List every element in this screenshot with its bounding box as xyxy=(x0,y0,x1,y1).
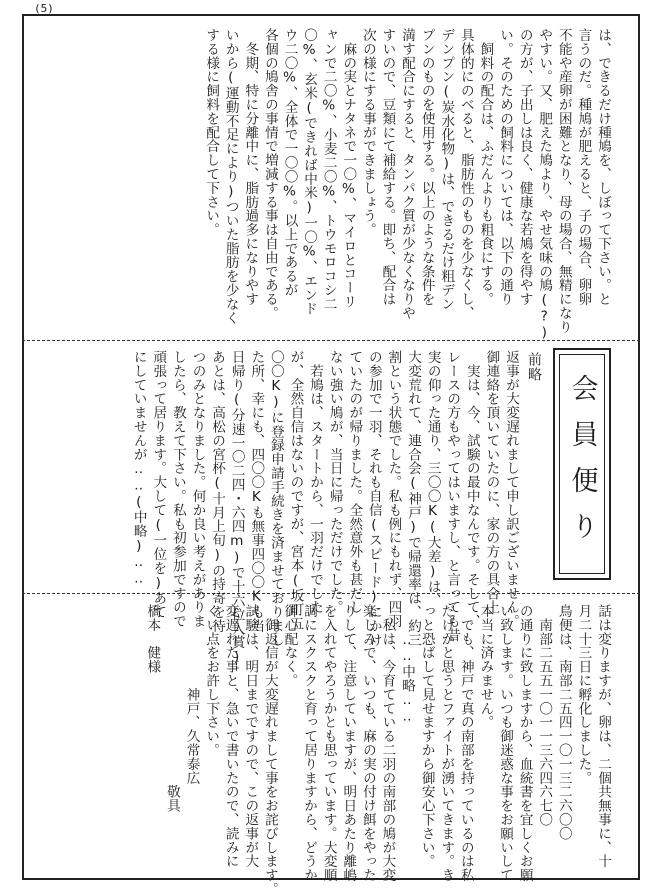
text-line: 御心配なく。 xyxy=(281,604,298,688)
text-line: を入れてやろうかとも思っています。大変順 xyxy=(320,604,337,882)
text-line: い致します。いつも御迷惑な事をお願いして xyxy=(497,604,514,882)
text-line: 冬期、特に分離中に、脂肪過多になりやす xyxy=(242,28,259,306)
text-line: 調にスクスクと育って居りますから、どうか xyxy=(301,604,318,882)
member-news-title-box xyxy=(553,348,611,580)
text-line: 言うのだ。種鳩が肥えると、子の場合、卵卵 xyxy=(575,28,592,306)
text-line: いから(運動不足により)ついた脂肪を少なく xyxy=(222,28,239,325)
letter-greeting: 前略 xyxy=(526,352,542,382)
text-line: 南部二五五一〇一一三六四六七〇 xyxy=(536,604,553,827)
text-line: する様に飼料を配合して下さい。 xyxy=(203,28,220,237)
text-line: すいので、豆類にて補給する。即ち、配合は xyxy=(379,28,396,306)
letter-continuation-text xyxy=(142,604,612,896)
text-line: 御連絡を頂いていたのに、家の方の具合上 xyxy=(483,350,500,615)
text-line: やすい。又、肥えた鳩より、やせ気味の鳩(?) xyxy=(536,28,553,341)
text-line: 話は変りますが、卵は、二個共無事に、十 xyxy=(595,604,611,869)
text-line: た所、幸にも、四〇〇Kも無事四〇〇Kも当 xyxy=(248,350,265,633)
text-line: 若鳩は、スタートから、一羽だけでした xyxy=(307,350,324,615)
text-line: 次の様にする事ができましょう。 xyxy=(359,28,376,237)
text-line: 頑張って居ります。大して(一位を)あて xyxy=(150,350,167,619)
text-line: デンプン(炭水化物)は、できるだけ粗デン xyxy=(438,28,455,311)
text-line: の参加で一羽、それも自信(スピード)にかけ xyxy=(365,350,382,647)
text-line: 飼料の配合は、ふだんよりも粗食にする。 xyxy=(477,28,494,306)
text-line: くい点をお許し下さい。 xyxy=(203,604,220,757)
member-news-title: 会員便り xyxy=(566,374,598,558)
text-line: ‥‥中略‥‥ xyxy=(399,604,416,725)
text-line: の方が、子出しは良く、健康な若鳩を得やす xyxy=(516,28,533,306)
text-line: 返事が大変遅れまして申し訳ございません。 xyxy=(503,350,519,628)
text-line: 日帰り(分速一〇二四・六四m)で十六位入賞) xyxy=(228,350,245,666)
text-line: 御返信が大変遅れまして事をお詫びします。 xyxy=(261,604,278,896)
text-line: 麻の実とナタネで一〇%、マイロとコーリ xyxy=(340,28,357,309)
page-number: (5) xyxy=(34,2,54,15)
text-line: ウ二〇%、全体で一〇〇%。以上であるが xyxy=(281,28,298,297)
text-line: プンのものを使用する。以上のような条件を xyxy=(418,28,435,306)
text-line: ない強い鳩が、当日に帰っただけでした。 xyxy=(326,350,343,615)
text-line: りして、注意していますが、明日あたり離嶋 xyxy=(340,604,357,882)
text-line: 変遅れた事と、急いで書いたので、読みに xyxy=(222,604,239,869)
text-line: でも、神戸で真の南部を持っているのは私 xyxy=(457,604,474,882)
text-line: 本当に済みません。 xyxy=(477,604,494,730)
text-line: は、できるだけ種鳩を、しぼって下さい。と xyxy=(595,28,611,306)
text-line: 満す配合にすると、タンパク質が少なくなりや xyxy=(399,28,416,320)
text-line: 具体的にのべると、脂肪性のものを少なくし、 xyxy=(457,28,474,320)
text-line: つのみとなりました。何か良い考えがありま xyxy=(189,350,206,628)
text-line: 私は、今育てている二羽の南部の鳩が大変 xyxy=(379,604,396,882)
text-line: だけかと思うとファイトが湧いてきます。き xyxy=(438,604,455,882)
text-line: 敬具 xyxy=(163,604,180,813)
text-line: レースの方もやってはいますし、と言っても昔 xyxy=(444,350,461,642)
text-line: っと恐ばして見せますから御安心下さい。 xyxy=(418,604,435,869)
text-line: 楽しみで、いつも、麻の実の付け餌をやった xyxy=(359,604,376,882)
text-line: 実は、今、試験の最中なんです。そして、 xyxy=(463,350,480,628)
text-line: の通りに致しますから、血統書を宜しくお願 xyxy=(516,604,533,882)
text-line: 各個の鳩舎の事情で増減する事は自由である。 xyxy=(261,28,278,320)
text-line: が、全然自信はないのですが、宮本(坂町五 xyxy=(287,350,304,631)
text-line: 〇%、玄米(できれば中米)一〇%、エンド xyxy=(301,28,318,316)
text-line: あとは、高松の宮杯(十月上旬)の持寄を待 xyxy=(209,350,226,633)
text-line: 〇〇K)に登録申請手続きを済ませておりまし xyxy=(267,350,284,647)
feeding-advice-text xyxy=(201,28,612,341)
text-line: 試験は、明日までですので、この返事が大 xyxy=(242,604,259,869)
text-line: 大変荒れて、連合会(神戸)で帰還率は、約三 xyxy=(405,350,422,647)
text-line: ャンで二〇%、小麦二〇%、トウモロコシ二 xyxy=(320,28,337,311)
text-line: にしていませんが‥‥(中略)‥‥ xyxy=(130,350,147,587)
text-line: 神戸、久常泰広 xyxy=(183,604,200,785)
text-line: ていたのが帰りました。全然意外も甚だし xyxy=(346,350,363,615)
text-line: 実の仰った通り、三〇〇K(大差)は、 xyxy=(424,350,441,608)
text-line: 不能や産卵が困難となり、母の場合、無精になり xyxy=(555,28,572,334)
text-line: 月二十三日に孵化しました。 xyxy=(575,604,592,785)
text-line: 橋本 健様 xyxy=(144,604,161,674)
text-line: 鳥便は、南部二五四一〇一三二六〇〇 xyxy=(555,604,572,841)
text-line: 割という状態でした。私も例にもれず、四羽 xyxy=(385,350,402,628)
text-line: したら、教えて下さい。私も初参加ですので xyxy=(169,350,186,628)
text-line: い。そのための飼料については、以下の通り xyxy=(497,28,514,306)
